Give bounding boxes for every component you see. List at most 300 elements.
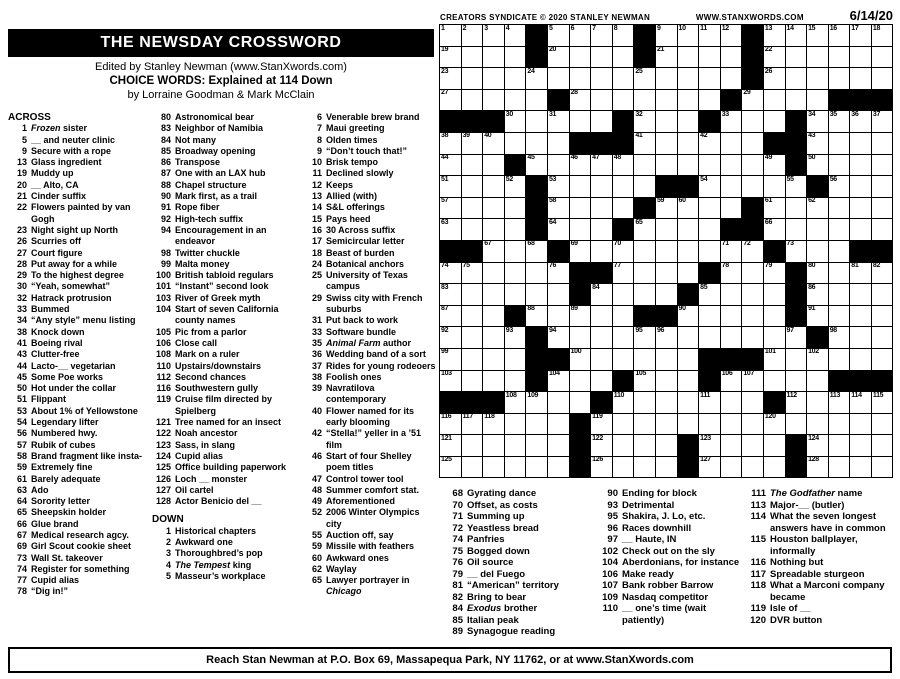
- grid-cell[interactable]: [678, 198, 699, 219]
- grid-cell[interactable]: [462, 371, 483, 392]
- grid-cell[interactable]: [742, 176, 763, 197]
- grid-cell[interactable]: [483, 198, 504, 219]
- grid-cell[interactable]: [656, 25, 677, 46]
- grid-cell[interactable]: [634, 241, 655, 262]
- grid-cell[interactable]: [634, 284, 655, 305]
- grid-cell[interactable]: [850, 219, 871, 240]
- grid-cell[interactable]: [764, 457, 785, 478]
- grid-cell[interactable]: [526, 392, 547, 413]
- grid-cell[interactable]: [850, 198, 871, 219]
- grid-cell[interactable]: [591, 90, 612, 111]
- grid-cell[interactable]: [570, 198, 591, 219]
- grid-cell[interactable]: [742, 90, 763, 111]
- grid-cell[interactable]: [462, 25, 483, 46]
- grid-cell[interactable]: [570, 219, 591, 240]
- grid-cell[interactable]: [872, 457, 893, 478]
- grid-cell[interactable]: [764, 263, 785, 284]
- grid-cell[interactable]: [807, 47, 828, 68]
- grid-cell[interactable]: [440, 25, 461, 46]
- grid-cell[interactable]: [505, 198, 526, 219]
- grid-cell[interactable]: [526, 90, 547, 111]
- grid-cell[interactable]: [764, 25, 785, 46]
- grid-cell[interactable]: [548, 198, 569, 219]
- grid-cell[interactable]: [764, 371, 785, 392]
- grid-cell[interactable]: [721, 392, 742, 413]
- grid-cell[interactable]: [656, 68, 677, 89]
- grid-cell[interactable]: [786, 219, 807, 240]
- grid-cell[interactable]: [505, 371, 526, 392]
- grid-cell[interactable]: [483, 155, 504, 176]
- grid-cell[interactable]: [591, 241, 612, 262]
- grid-cell[interactable]: [483, 371, 504, 392]
- grid-cell[interactable]: [807, 25, 828, 46]
- grid-cell[interactable]: [829, 241, 850, 262]
- grid-cell[interactable]: [699, 284, 720, 305]
- grid-cell[interactable]: [742, 263, 763, 284]
- grid-cell[interactable]: [548, 284, 569, 305]
- grid-cell[interactable]: [613, 349, 634, 370]
- grid-cell[interactable]: [440, 68, 461, 89]
- grid-cell[interactable]: [440, 349, 461, 370]
- grid-cell[interactable]: [872, 155, 893, 176]
- grid-cell[interactable]: [829, 306, 850, 327]
- grid-cell[interactable]: [742, 371, 763, 392]
- grid-cell[interactable]: [462, 306, 483, 327]
- grid-cell[interactable]: [678, 25, 699, 46]
- grid-cell[interactable]: [440, 414, 461, 435]
- grid-cell[interactable]: [462, 349, 483, 370]
- grid-cell[interactable]: [721, 155, 742, 176]
- grid-cell[interactable]: [764, 414, 785, 435]
- grid-cell[interactable]: [850, 68, 871, 89]
- grid-cell[interactable]: [742, 392, 763, 413]
- grid-cell[interactable]: [829, 349, 850, 370]
- grid-cell[interactable]: [591, 306, 612, 327]
- grid-cell[interactable]: [850, 263, 871, 284]
- grid-cell[interactable]: [764, 327, 785, 348]
- grid-cell[interactable]: [678, 68, 699, 89]
- grid-cell[interactable]: [462, 68, 483, 89]
- grid-cell[interactable]: [505, 176, 526, 197]
- grid-cell[interactable]: [656, 90, 677, 111]
- grid-cell[interactable]: [829, 457, 850, 478]
- grid-cell[interactable]: [613, 457, 634, 478]
- grid-cell[interactable]: [505, 133, 526, 154]
- grid-cell[interactable]: [462, 198, 483, 219]
- grid-cell[interactable]: [634, 68, 655, 89]
- grid-cell[interactable]: [721, 111, 742, 132]
- grid-cell[interactable]: [678, 133, 699, 154]
- grid-cell[interactable]: [678, 392, 699, 413]
- grid-cell[interactable]: [721, 435, 742, 456]
- grid-cell[interactable]: [872, 263, 893, 284]
- grid-cell[interactable]: [440, 284, 461, 305]
- grid-cell[interactable]: [786, 68, 807, 89]
- grid-cell[interactable]: [440, 306, 461, 327]
- grid-cell[interactable]: [829, 263, 850, 284]
- grid-cell[interactable]: [721, 176, 742, 197]
- grid-cell[interactable]: [872, 414, 893, 435]
- grid-cell[interactable]: [570, 68, 591, 89]
- grid-cell[interactable]: [786, 414, 807, 435]
- grid-cell[interactable]: [634, 349, 655, 370]
- grid-cell[interactable]: [742, 284, 763, 305]
- grid-cell[interactable]: [526, 155, 547, 176]
- grid-cell[interactable]: [526, 263, 547, 284]
- grid-cell[interactable]: [613, 90, 634, 111]
- grid-cell[interactable]: [699, 90, 720, 111]
- grid-cell[interactable]: [634, 371, 655, 392]
- grid-cell[interactable]: [786, 47, 807, 68]
- grid-cell[interactable]: [678, 111, 699, 132]
- grid-cell[interactable]: [440, 435, 461, 456]
- grid-cell[interactable]: [462, 327, 483, 348]
- grid-cell[interactable]: [591, 198, 612, 219]
- grid-cell[interactable]: [721, 327, 742, 348]
- grid-cell[interactable]: [786, 371, 807, 392]
- grid-cell[interactable]: [850, 25, 871, 46]
- grid-cell[interactable]: [678, 414, 699, 435]
- grid-cell[interactable]: [678, 371, 699, 392]
- grid-cell[interactable]: [483, 90, 504, 111]
- grid-cell[interactable]: [462, 263, 483, 284]
- grid-cell[interactable]: [613, 176, 634, 197]
- grid-cell[interactable]: [591, 414, 612, 435]
- grid-cell[interactable]: [872, 111, 893, 132]
- grid-cell[interactable]: [591, 219, 612, 240]
- grid-cell[interactable]: [764, 198, 785, 219]
- grid-cell[interactable]: [526, 241, 547, 262]
- grid-cell[interactable]: [440, 155, 461, 176]
- grid-cell[interactable]: [678, 219, 699, 240]
- grid-cell[interactable]: [807, 219, 828, 240]
- grid-cell[interactable]: [742, 327, 763, 348]
- grid-cell[interactable]: [613, 68, 634, 89]
- grid-cell[interactable]: [656, 133, 677, 154]
- grid-cell[interactable]: [526, 457, 547, 478]
- grid-cell[interactable]: [742, 414, 763, 435]
- grid-cell[interactable]: [872, 219, 893, 240]
- grid-cell[interactable]: [829, 414, 850, 435]
- grid-cell[interactable]: [656, 263, 677, 284]
- grid-cell[interactable]: [526, 111, 547, 132]
- grid-cell[interactable]: [526, 435, 547, 456]
- grid-cell[interactable]: [786, 198, 807, 219]
- grid-cell[interactable]: [807, 155, 828, 176]
- grid-cell[interactable]: [440, 371, 461, 392]
- grid-cell[interactable]: [548, 111, 569, 132]
- grid-cell[interactable]: [850, 133, 871, 154]
- grid-cell[interactable]: [678, 241, 699, 262]
- grid-cell[interactable]: [656, 219, 677, 240]
- grid-cell[interactable]: [678, 155, 699, 176]
- grid-cell[interactable]: [440, 263, 461, 284]
- grid-cell[interactable]: [764, 176, 785, 197]
- grid-cell[interactable]: [678, 349, 699, 370]
- grid-cell[interactable]: [829, 327, 850, 348]
- grid-cell[interactable]: [440, 198, 461, 219]
- grid-cell[interactable]: [699, 327, 720, 348]
- grid-cell[interactable]: [440, 133, 461, 154]
- grid-cell[interactable]: [807, 111, 828, 132]
- grid-cell[interactable]: [872, 349, 893, 370]
- grid-cell[interactable]: [721, 68, 742, 89]
- grid-cell[interactable]: [699, 219, 720, 240]
- grid-cell[interactable]: [656, 392, 677, 413]
- grid-cell[interactable]: [634, 219, 655, 240]
- grid-cell[interactable]: [764, 435, 785, 456]
- grid-cell[interactable]: [850, 176, 871, 197]
- grid-cell[interactable]: [678, 327, 699, 348]
- grid-cell[interactable]: [764, 155, 785, 176]
- grid-cell[interactable]: [699, 176, 720, 197]
- grid-cell[interactable]: [634, 176, 655, 197]
- grid-cell[interactable]: [591, 457, 612, 478]
- grid-cell[interactable]: [634, 414, 655, 435]
- grid-cell[interactable]: [634, 327, 655, 348]
- grid-cell[interactable]: [699, 198, 720, 219]
- grid-cell[interactable]: [699, 68, 720, 89]
- grid-cell[interactable]: [807, 241, 828, 262]
- grid-cell[interactable]: [440, 90, 461, 111]
- grid-cell[interactable]: [656, 198, 677, 219]
- grid-cell[interactable]: [807, 371, 828, 392]
- grid-cell[interactable]: [764, 68, 785, 89]
- grid-cell[interactable]: [872, 198, 893, 219]
- grid-cell[interactable]: [440, 327, 461, 348]
- grid-cell[interactable]: [829, 198, 850, 219]
- grid-cell[interactable]: [872, 68, 893, 89]
- grid-cell[interactable]: [526, 68, 547, 89]
- grid-cell[interactable]: [613, 198, 634, 219]
- grid-cell[interactable]: [786, 176, 807, 197]
- grid-cell[interactable]: [548, 263, 569, 284]
- grid-cell[interactable]: [786, 25, 807, 46]
- grid-cell[interactable]: [807, 392, 828, 413]
- grid-cell[interactable]: [505, 435, 526, 456]
- grid-cell[interactable]: [505, 241, 526, 262]
- grid-cell[interactable]: [699, 155, 720, 176]
- grid-cell[interactable]: [742, 133, 763, 154]
- grid-cell[interactable]: [505, 284, 526, 305]
- grid-cell[interactable]: [548, 306, 569, 327]
- grid-cell[interactable]: [505, 219, 526, 240]
- grid-cell[interactable]: [721, 47, 742, 68]
- grid-cell[interactable]: [591, 327, 612, 348]
- grid-cell[interactable]: [505, 25, 526, 46]
- grid-cell[interactable]: [613, 155, 634, 176]
- grid-cell[interactable]: [526, 133, 547, 154]
- grid-cell[interactable]: [721, 414, 742, 435]
- grid-cell[interactable]: [505, 392, 526, 413]
- grid-cell[interactable]: [570, 306, 591, 327]
- grid-cell[interactable]: [613, 241, 634, 262]
- grid-cell[interactable]: [483, 219, 504, 240]
- grid-cell[interactable]: [656, 155, 677, 176]
- grid-cell[interactable]: [462, 47, 483, 68]
- grid-cell[interactable]: [483, 68, 504, 89]
- grid-cell[interactable]: [829, 219, 850, 240]
- grid-cell[interactable]: [721, 241, 742, 262]
- grid-cell[interactable]: [462, 435, 483, 456]
- grid-cell[interactable]: [656, 371, 677, 392]
- grid-cell[interactable]: [634, 133, 655, 154]
- grid-cell[interactable]: [505, 111, 526, 132]
- grid-cell[interactable]: [786, 392, 807, 413]
- grid-cell[interactable]: [570, 111, 591, 132]
- grid-cell[interactable]: [829, 68, 850, 89]
- grid-cell[interactable]: [634, 435, 655, 456]
- grid-cell[interactable]: [850, 457, 871, 478]
- grid-cell[interactable]: [483, 133, 504, 154]
- grid-cell[interactable]: [526, 284, 547, 305]
- grid-cell[interactable]: [656, 47, 677, 68]
- grid-cell[interactable]: [656, 241, 677, 262]
- grid-cell[interactable]: [721, 306, 742, 327]
- grid-cell[interactable]: [634, 263, 655, 284]
- grid-cell[interactable]: [613, 263, 634, 284]
- grid-cell[interactable]: [526, 306, 547, 327]
- grid-cell[interactable]: [829, 133, 850, 154]
- grid-cell[interactable]: [850, 392, 871, 413]
- grid-cell[interactable]: [764, 90, 785, 111]
- grid-cell[interactable]: [505, 90, 526, 111]
- grid-cell[interactable]: [656, 414, 677, 435]
- grid-cell[interactable]: [462, 219, 483, 240]
- grid-cell[interactable]: [699, 392, 720, 413]
- grid-cell[interactable]: [872, 306, 893, 327]
- grid-cell[interactable]: [483, 349, 504, 370]
- grid-cell[interactable]: [742, 306, 763, 327]
- grid-cell[interactable]: [699, 133, 720, 154]
- grid-cell[interactable]: [678, 306, 699, 327]
- grid-cell[interactable]: [483, 263, 504, 284]
- grid-cell[interactable]: [548, 25, 569, 46]
- grid-cell[interactable]: [807, 90, 828, 111]
- grid-cell[interactable]: [872, 327, 893, 348]
- grid-cell[interactable]: [699, 25, 720, 46]
- grid-cell[interactable]: [807, 435, 828, 456]
- grid-cell[interactable]: [721, 133, 742, 154]
- grid-cell[interactable]: [483, 327, 504, 348]
- grid-cell[interactable]: [462, 133, 483, 154]
- grid-cell[interactable]: [699, 241, 720, 262]
- grid-cell[interactable]: [850, 111, 871, 132]
- grid-cell[interactable]: [548, 133, 569, 154]
- grid-cell[interactable]: [462, 414, 483, 435]
- grid-cell[interactable]: [742, 111, 763, 132]
- grid-cell[interactable]: [483, 306, 504, 327]
- grid-cell[interactable]: [807, 414, 828, 435]
- grid-cell[interactable]: [850, 284, 871, 305]
- grid-cell[interactable]: [721, 263, 742, 284]
- grid-cell[interactable]: [570, 47, 591, 68]
- grid-cell[interactable]: [850, 306, 871, 327]
- grid-cell[interactable]: [699, 457, 720, 478]
- grid-cell[interactable]: [548, 219, 569, 240]
- grid-cell[interactable]: [656, 284, 677, 305]
- grid-cell[interactable]: [807, 306, 828, 327]
- grid-cell[interactable]: [462, 284, 483, 305]
- grid-cell[interactable]: [656, 457, 677, 478]
- grid-cell[interactable]: [699, 47, 720, 68]
- grid-cell[interactable]: [613, 47, 634, 68]
- grid-cell[interactable]: [526, 414, 547, 435]
- grid-cell[interactable]: [462, 457, 483, 478]
- grid-cell[interactable]: [483, 284, 504, 305]
- grid-cell[interactable]: [742, 155, 763, 176]
- grid-cell[interactable]: [570, 241, 591, 262]
- grid-cell[interactable]: [440, 457, 461, 478]
- grid-cell[interactable]: [570, 155, 591, 176]
- grid-cell[interactable]: [786, 349, 807, 370]
- grid-cell[interactable]: [613, 392, 634, 413]
- grid-cell[interactable]: [462, 90, 483, 111]
- grid-cell[interactable]: [613, 25, 634, 46]
- grid-cell[interactable]: [483, 457, 504, 478]
- grid-cell[interactable]: [634, 155, 655, 176]
- grid-cell[interactable]: [570, 327, 591, 348]
- grid-cell[interactable]: [440, 176, 461, 197]
- grid-cell[interactable]: [786, 90, 807, 111]
- grid-cell[interactable]: [483, 435, 504, 456]
- grid-cell[interactable]: [872, 176, 893, 197]
- grid-cell[interactable]: [505, 68, 526, 89]
- grid-cell[interactable]: [440, 219, 461, 240]
- grid-cell[interactable]: [872, 392, 893, 413]
- grid-cell[interactable]: [872, 47, 893, 68]
- grid-cell[interactable]: [850, 414, 871, 435]
- grid-cell[interactable]: [807, 349, 828, 370]
- grid-cell[interactable]: [462, 155, 483, 176]
- grid-cell[interactable]: [786, 241, 807, 262]
- grid-cell[interactable]: [591, 349, 612, 370]
- grid-cell[interactable]: [591, 68, 612, 89]
- grid-cell[interactable]: [786, 327, 807, 348]
- grid-cell[interactable]: [462, 176, 483, 197]
- grid-cell[interactable]: [570, 90, 591, 111]
- grid-cell[interactable]: [807, 133, 828, 154]
- grid-cell[interactable]: [829, 176, 850, 197]
- grid-cell[interactable]: [505, 47, 526, 68]
- grid-cell[interactable]: [678, 263, 699, 284]
- grid-cell[interactable]: [570, 392, 591, 413]
- grid-cell[interactable]: [483, 25, 504, 46]
- grid-cell[interactable]: [505, 414, 526, 435]
- grid-cell[interactable]: [872, 435, 893, 456]
- grid-cell[interactable]: [721, 284, 742, 305]
- grid-cell[interactable]: [613, 435, 634, 456]
- grid-cell[interactable]: [721, 457, 742, 478]
- grid-cell[interactable]: [570, 25, 591, 46]
- grid-cell[interactable]: [678, 47, 699, 68]
- grid-cell[interactable]: [742, 457, 763, 478]
- grid-cell[interactable]: [807, 68, 828, 89]
- grid-cell[interactable]: [764, 47, 785, 68]
- grid-cell[interactable]: [483, 241, 504, 262]
- grid-cell[interactable]: [656, 435, 677, 456]
- grid-cell[interactable]: [570, 349, 591, 370]
- grid-cell[interactable]: [591, 284, 612, 305]
- grid-cell[interactable]: [829, 47, 850, 68]
- grid-cell[interactable]: [829, 435, 850, 456]
- grid-cell[interactable]: [850, 47, 871, 68]
- grid-cell[interactable]: [872, 25, 893, 46]
- grid-cell[interactable]: [483, 176, 504, 197]
- grid-cell[interactable]: [807, 284, 828, 305]
- grid-cell[interactable]: [699, 306, 720, 327]
- grid-cell[interactable]: [505, 263, 526, 284]
